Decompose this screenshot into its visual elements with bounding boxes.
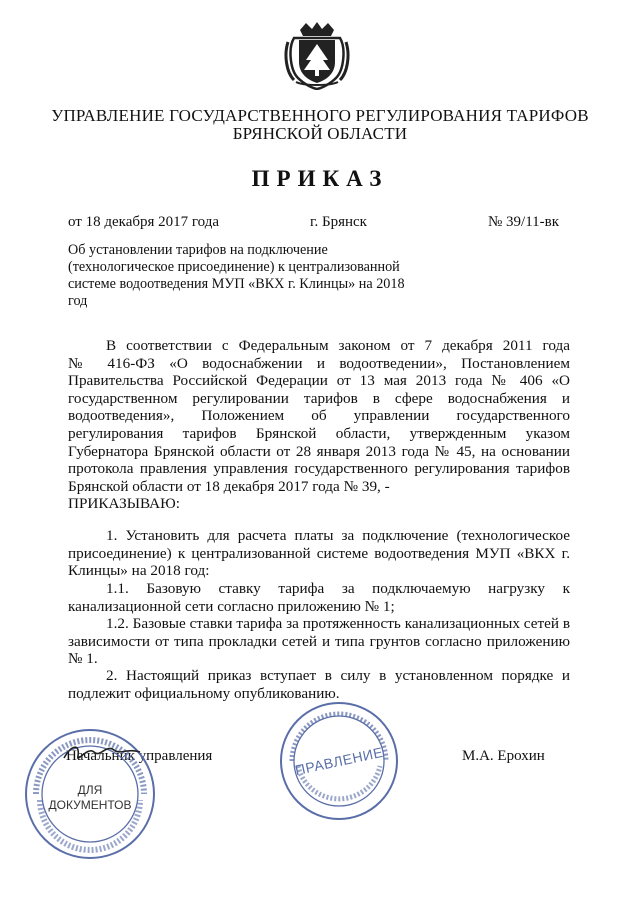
order-number: № 39/11-вк: [488, 214, 560, 230]
subject-line: год: [68, 293, 88, 309]
order-item-1-2: [68, 615, 570, 668]
item-line: 1. Установить для расчета платы за подключение (технологическое: [106, 527, 570, 544]
preamble-line: Брянской области от 18 декабря 2017 года № 39, -: [68, 477, 390, 495]
preamble-line: водоотведения», Положением об управлении государственного: [68, 407, 570, 425]
preamble-paragraph: [68, 337, 570, 513]
order-item-2: [68, 667, 570, 702]
coat-of-arms-emblem: [284, 20, 350, 90]
signatory-position: Начальник управления: [66, 748, 213, 764]
official-seal-stamp: [278, 700, 400, 822]
order-date: от 18 декабря 2017 года: [68, 214, 220, 230]
item-line: канализационной сети согласно приложению № 1;: [68, 597, 395, 615]
item-line: 1.1. Базовую ставку тарифа за подключаемую нагрузку к: [106, 580, 570, 597]
order-item-1-1: [68, 580, 570, 615]
item-line: зависимости от типа прокладки сетей и типа грунтов согласно приложению: [68, 632, 570, 650]
stamp-text-line2: ДОКУМЕНТОВ: [48, 798, 132, 812]
order-word: ПРИКАЗЫВАЮ:: [68, 495, 180, 513]
document-title: ПРИКАЗ: [251, 166, 389, 191]
organization-name-line1: УПРАВЛЕНИЕ ГОСУДАРСТВЕННОГО РЕГУЛИРОВАНИЯ ТАРИФОВ: [51, 106, 589, 125]
preamble-line: Правительства Российской Федерации от 13 мая 2013 года № 406 «О: [68, 372, 570, 390]
preamble-line: № 416-ФЗ «О водоснабжении и водоотведении», Постановлением: [68, 354, 570, 372]
stamp-text-line1: ДЛЯ: [77, 783, 103, 797]
item-line: 2. Настоящий приказ вступает в силу в установленном порядке и: [106, 667, 570, 684]
preamble-line: регулирования тарифов Брянской области, утвержденным указом: [68, 424, 570, 442]
item-line: Клинцы» на 2018 год:: [68, 562, 210, 580]
signatory-name: М.А. Ерохин: [462, 748, 545, 764]
preamble-line: Губернатора Брянской области от 28 января 2013 года № 45, на основании: [68, 442, 570, 460]
subject-line: Об установлении тарифов на подключение: [68, 242, 328, 258]
item-line: № 1.: [68, 650, 98, 668]
item-line: 1.2. Базовые ставки тарифа за протяженность канализационных сетей в: [106, 615, 570, 632]
subject-line: (технологическое присоединение) к централизованной: [68, 259, 400, 275]
preamble-line: государственном регулировании тарифов в сфере водоснабжения и: [68, 389, 570, 407]
subject-line: системе водоотведения МУП «ВКХ г. Клинцы» на 2018: [68, 276, 405, 292]
item-line: подлежит официальному опубликованию.: [68, 684, 340, 702]
order-city: г. Брянск: [310, 214, 367, 230]
handwritten-signature: [62, 740, 142, 766]
preamble-line: протокола правления управления государственного регулирования тарифов: [68, 460, 570, 478]
seal-center-text: ПРАВЛЕНИЕ: [293, 743, 385, 779]
organization-name-line2: БРЯНСКОЙ ОБЛАСТИ: [232, 124, 408, 143]
order-item-1: [68, 527, 570, 580]
preamble-line: В соответствии с Федеральным законом от 7 декабря 2011 года: [106, 337, 570, 354]
item-line: присоединение) к централизованной системе водоотведения МУП «ВКХ г.: [68, 544, 570, 562]
order-subject: [68, 242, 413, 310]
